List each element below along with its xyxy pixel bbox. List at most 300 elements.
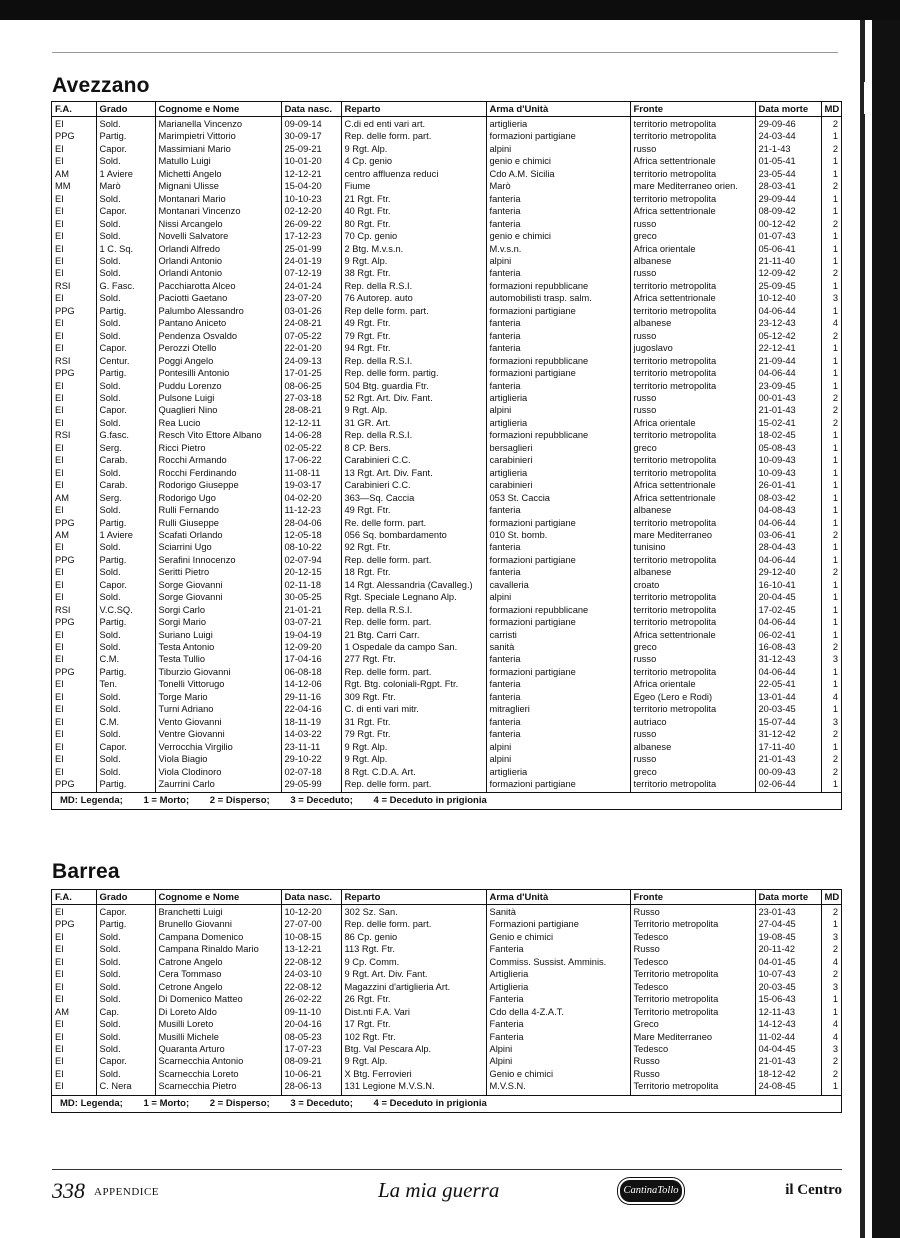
col-grado: Partig. — [96, 305, 155, 317]
table-row — [52, 591, 841, 603]
col-md: 3 — [832, 981, 838, 992]
col-fa: AM — [52, 1006, 96, 1018]
table-row — [52, 517, 841, 529]
col-md: 1 — [832, 368, 838, 379]
col-nascita: 08-09-21 — [281, 1055, 341, 1067]
col-fronte: tunisino — [630, 541, 755, 553]
col-morte: 21-01-43 — [755, 404, 821, 416]
col-nome: Pontesilli Antonio — [155, 367, 281, 379]
header-col-grado: Grado — [96, 102, 155, 117]
table-row — [52, 943, 841, 955]
col-nascita: 10-06-21 — [281, 1068, 341, 1080]
col-morte: 16-10-41 — [755, 579, 821, 591]
col-fa: EI — [52, 753, 96, 765]
col-nome: Marimpietri Vittorio — [155, 130, 281, 142]
col-md: 1 — [832, 554, 838, 565]
col-morte: 31-12-42 — [755, 728, 821, 740]
col-nascita: 28-04-06 — [281, 517, 341, 529]
table-row — [52, 454, 841, 466]
col-grado: Sold. — [96, 703, 155, 715]
col-fronte: territorio metropolita — [630, 380, 755, 392]
col-nascita: 15-04-20 — [281, 180, 341, 192]
col-grado: Sold. — [96, 1068, 155, 1080]
col-morte: 10-09-43 — [755, 454, 821, 466]
col-arma: formazioni partigiane — [486, 666, 630, 678]
col-fa: EI — [52, 117, 96, 131]
col-nome: Campana Domenico — [155, 931, 281, 943]
col-arma: Commiss. Sussist. Amminis. — [486, 956, 630, 968]
table-row — [52, 280, 841, 292]
col-nome: Scarnecchia Antonio — [155, 1055, 281, 1067]
top-black-bar — [0, 0, 900, 20]
col-arma: alpini — [486, 255, 630, 267]
table-row — [52, 554, 841, 566]
col-morte: 10-12-40 — [755, 292, 821, 304]
col-fronte: russo — [630, 753, 755, 765]
col-morte: 04-06-44 — [755, 305, 821, 317]
col-fa: EI — [52, 741, 96, 753]
col-md: 2 — [832, 119, 838, 129]
col-grado: Sold. — [96, 292, 155, 304]
col-morte: 15-07-44 — [755, 716, 821, 728]
table-row — [52, 417, 841, 429]
col-arma: mitraglieri — [486, 703, 630, 715]
col-morte: 17-11-40 — [755, 741, 821, 753]
col-grado: Capor. — [96, 143, 155, 155]
col-nascita: 10-12-20 — [281, 905, 341, 919]
col-md: 1 — [832, 779, 838, 790]
col-fronte: Russo — [630, 1068, 755, 1080]
legend — [52, 792, 841, 809]
header-col-morte: Data morte — [755, 890, 821, 905]
col-nome: Musilli Michele — [155, 1031, 281, 1043]
col-nome: Pacchiarotta Alceo — [155, 280, 281, 292]
col-fa: EI — [52, 454, 96, 466]
col-reparto: Rep delle form. part. — [341, 305, 486, 317]
col-md: 1 — [832, 343, 838, 354]
col-nome: Scafati Orlando — [155, 529, 281, 541]
col-arma: formazioni partigiane — [486, 778, 630, 792]
col-nome: Paciotti Gaetano — [155, 292, 281, 304]
table-row — [52, 1006, 841, 1018]
col-arma: formazioni repubblicane — [486, 280, 630, 292]
col-nome: Musilli Loreto — [155, 1018, 281, 1030]
col-morte: 21-09-44 — [755, 355, 821, 367]
col-nome: Matullo Luigi — [155, 155, 281, 167]
col-nascita: 22-08-12 — [281, 956, 341, 968]
header-col-morte: Data morte — [755, 102, 821, 117]
table-row — [52, 641, 841, 653]
col-morte: 29-09-44 — [755, 193, 821, 205]
col-reparto: 13 Rgt. Art. Div. Fant. — [341, 467, 486, 479]
col-grado: Partig. — [96, 918, 155, 930]
col-fa: RSI — [52, 429, 96, 441]
col-fa: EI — [52, 716, 96, 728]
col-reparto: 309 Rgt. Ftr. — [341, 691, 486, 703]
col-md: 2 — [832, 330, 838, 341]
col-reparto: 52 Rgt. Art. Div. Fant. — [341, 392, 486, 404]
col-nascita: 02-07-94 — [281, 554, 341, 566]
col-nascita: 08-06-25 — [281, 380, 341, 392]
col-nome: Orlandi Antonio — [155, 255, 281, 267]
col-morte: 29-09-46 — [755, 117, 821, 131]
col-nascita: 11-08-11 — [281, 467, 341, 479]
col-reparto: 9 Rgt. Alp. — [341, 753, 486, 765]
table-row — [52, 766, 841, 778]
col-arma: 053 St. Caccia — [486, 492, 630, 504]
col-reparto: Rep. delle form. part. — [341, 616, 486, 628]
col-nome: Scarnecchia Pietro — [155, 1080, 281, 1094]
col-fa: EI — [52, 380, 96, 392]
col-arma: Fanteria — [486, 943, 630, 955]
col-fronte: russo — [630, 143, 755, 155]
col-grado: Ten. — [96, 678, 155, 690]
col-md: 1 — [832, 442, 838, 453]
col-grado: Sold. — [96, 591, 155, 603]
col-fronte: Russo — [630, 905, 755, 919]
col-fronte: Territorio metropolita — [630, 968, 755, 980]
col-arma: Fanteria — [486, 1018, 630, 1030]
col-nome: Viola Clodinoro — [155, 766, 281, 778]
col-fa: EI — [52, 417, 96, 429]
col-md: 2 — [832, 907, 838, 917]
col-fronte: territorio metropolita — [630, 193, 755, 205]
col-morte: 29-12-40 — [755, 566, 821, 578]
col-nome: Zaurrini Carlo — [155, 778, 281, 792]
col-fa: EI — [52, 629, 96, 641]
col-fronte: Tedesco — [630, 981, 755, 993]
col-grado: Partig. — [96, 554, 155, 566]
col-arma: artiglieria — [486, 117, 630, 131]
col-md: 2 — [832, 181, 838, 192]
col-grado: Sold. — [96, 993, 155, 1005]
col-arma: Marò — [486, 180, 630, 192]
col-nascita: 02-07-18 — [281, 766, 341, 778]
col-arma: formazioni partigiane — [486, 305, 630, 317]
col-grado: Partig. — [96, 778, 155, 792]
table-row — [52, 703, 841, 715]
table-row — [52, 492, 841, 504]
col-nome: Testa Antonio — [155, 641, 281, 653]
col-arma: carabinieri — [486, 454, 630, 466]
col-nome: Campana Rinaldo Mario — [155, 943, 281, 955]
col-md: 2 — [832, 766, 838, 777]
col-fronte: mare Mediterraneo — [630, 529, 755, 541]
col-arma: Fanteria — [486, 993, 630, 1005]
col-fa: EI — [52, 218, 96, 230]
col-arma: artiglieria — [486, 467, 630, 479]
col-morte: 26-01-41 — [755, 479, 821, 491]
col-morte: 11-02-44 — [755, 1031, 821, 1043]
col-reparto: 80 Rgt. Ftr. — [341, 218, 486, 230]
table-row — [52, 918, 841, 930]
col-morte: 20-04-45 — [755, 591, 821, 603]
col-nome: Vento Giovanni — [155, 716, 281, 728]
col-grado: Sold. — [96, 330, 155, 342]
col-arma: Alpini — [486, 1043, 630, 1055]
col-fronte: Russo — [630, 943, 755, 955]
col-nome: Di Domenico Matteo — [155, 993, 281, 1005]
table-row — [52, 392, 841, 404]
col-morte: 20-11-42 — [755, 943, 821, 955]
col-reparto: 9 Rgt. Alp. — [341, 741, 486, 753]
col-nascita: 30-05-25 — [281, 591, 341, 603]
col-reparto: 79 Rgt. Ftr. — [341, 330, 486, 342]
col-nascita: 14-06-28 — [281, 429, 341, 441]
col-nascita: 24-01-24 — [281, 280, 341, 292]
col-grado: Sold. — [96, 1031, 155, 1043]
col-fa: EI — [52, 931, 96, 943]
col-nascita: 14-12-06 — [281, 678, 341, 690]
col-grado: Sold. — [96, 417, 155, 429]
col-fa: EI — [52, 1043, 96, 1055]
col-reparto: Magazzini d'artiglieria Art. — [341, 981, 486, 993]
col-reparto: 38 Rgt. Ftr. — [341, 267, 486, 279]
legend-item: 4 = Deceduto in prigionia — [373, 795, 487, 807]
col-arma: Formazioni partigiane — [486, 918, 630, 930]
col-nascita: 29-05-99 — [281, 778, 341, 792]
header-col-fa: F.A. — [52, 890, 96, 905]
col-fronte: Territorio metropolita — [630, 1080, 755, 1094]
col-reparto: 113 Rgt. Ftr. — [341, 943, 486, 955]
col-reparto: 26 Rgt. Ftr. — [341, 993, 486, 1005]
col-grado: Sold. — [96, 766, 155, 778]
col-grado: Partig. — [96, 130, 155, 142]
col-fronte: albanese — [630, 255, 755, 267]
col-fronte: Africa settentrionale — [630, 292, 755, 304]
col-fronte: territorio metropolita — [630, 467, 755, 479]
table-row — [52, 380, 841, 392]
col-arma: alpini — [486, 753, 630, 765]
col-nome: Rodorigo Ugo — [155, 492, 281, 504]
col-fa: PPG — [52, 305, 96, 317]
col-grado: Sold. — [96, 641, 155, 653]
col-reparto: C.di ed enti vari art. — [341, 117, 486, 131]
col-md: 1 — [832, 1081, 838, 1092]
col-arma: alpini — [486, 404, 630, 416]
col-grado: C. Nera — [96, 1080, 155, 1094]
col-nome: Ricci Pietro — [155, 442, 281, 454]
col-arma: fanteria — [486, 317, 630, 329]
col-fa: EI — [52, 703, 96, 715]
col-nome: Sorgi Mario — [155, 616, 281, 628]
col-fronte: albanese — [630, 741, 755, 753]
col-md: 2 — [832, 392, 838, 403]
table-row — [52, 467, 841, 479]
col-arma: formazioni repubblicane — [486, 429, 630, 441]
col-morte: 01-05-41 — [755, 155, 821, 167]
col-arma: alpini — [486, 741, 630, 753]
col-arma: carristi — [486, 629, 630, 641]
col-grado: Partig. — [96, 616, 155, 628]
col-arma: automobilisti trasp. salm. — [486, 292, 630, 304]
col-nome: Orlandi Antonio — [155, 267, 281, 279]
col-fronte: russo — [630, 728, 755, 740]
col-fa: AM — [52, 168, 96, 180]
col-morte: 20-03-45 — [755, 703, 821, 715]
col-fa: PPG — [52, 778, 96, 792]
col-fronte: territorio metropolita — [630, 355, 755, 367]
col-md: 1 — [832, 517, 838, 528]
col-nome: Pantano Aniceto — [155, 317, 281, 329]
col-morte: 14-12-43 — [755, 1018, 821, 1030]
col-arma: Cdo della 4-Z.A.T. — [486, 1006, 630, 1018]
col-nascita: 22-04-16 — [281, 703, 341, 715]
table-header-row — [52, 890, 841, 905]
col-arma: fanteria — [486, 193, 630, 205]
col-grado: Capor. — [96, 1055, 155, 1067]
legend-item: 2 = Disperso; — [209, 795, 270, 807]
col-fronte: Egeo (Lero e Rodi) — [630, 691, 755, 703]
col-grado: 1 Aviere — [96, 529, 155, 541]
col-fronte: mare Mediterraneo orien. — [630, 180, 755, 192]
col-reparto: Dist.nti F.A. Vari — [341, 1006, 486, 1018]
col-reparto: 49 Rgt. Ftr. — [341, 504, 486, 516]
col-arma: M.V.S.N. — [486, 1080, 630, 1094]
col-morte: 23-09-45 — [755, 380, 821, 392]
section-title-barrea: Barrea — [52, 860, 120, 883]
col-fa: EI — [52, 442, 96, 454]
table-row — [52, 117, 841, 131]
table-row — [52, 305, 841, 317]
col-grado: Partig. — [96, 517, 155, 529]
col-morte: 24-08-45 — [755, 1080, 821, 1094]
col-md: 2 — [832, 1056, 838, 1067]
col-nome: Rea Lucio — [155, 417, 281, 429]
col-nascita: 07-05-22 — [281, 330, 341, 342]
col-arma: Fanteria — [486, 1031, 630, 1043]
col-morte: 21-11-40 — [755, 255, 821, 267]
col-nome: Cera Tommaso — [155, 968, 281, 980]
col-fronte: Greco — [630, 1018, 755, 1030]
col-fronte: Africa settentrionale — [630, 479, 755, 491]
col-md: 2 — [832, 218, 838, 229]
col-nome: Montanari Mario — [155, 193, 281, 205]
col-arma: carabinieri — [486, 479, 630, 491]
col-morte: 20-03-45 — [755, 981, 821, 993]
col-morte: 22-05-41 — [755, 678, 821, 690]
col-nascita: 08-10-22 — [281, 541, 341, 553]
col-fronte: russo — [630, 218, 755, 230]
col-fronte: Territorio metropolita — [630, 1006, 755, 1018]
col-grado: Capor. — [96, 741, 155, 753]
col-fa: EI — [52, 330, 96, 342]
magazine-title: La mia guerra — [378, 1178, 500, 1202]
col-md: 1 — [832, 430, 838, 441]
col-fronte: Territorio metropolita — [630, 993, 755, 1005]
col-fa: EI — [52, 541, 96, 553]
col-nascita: 12-05-18 — [281, 529, 341, 541]
col-morte: 23-01-43 — [755, 905, 821, 919]
page-footer — [52, 1178, 842, 1202]
col-grado: Sold. — [96, 728, 155, 740]
col-reparto: 86 Cp. genio — [341, 931, 486, 943]
table-row — [52, 205, 841, 217]
col-arma: fanteria — [486, 566, 630, 578]
col-md: 1 — [832, 467, 838, 478]
col-arma: alpini — [486, 143, 630, 155]
col-grado: 1 C. Sq. — [96, 243, 155, 255]
col-md: 2 — [832, 1068, 838, 1079]
legend-item: 1 = Morto; — [143, 795, 190, 807]
col-nome: Palumbo Alessandro — [155, 305, 281, 317]
col-md: 2 — [832, 268, 838, 279]
top-rule — [52, 52, 838, 53]
col-reparto: C. di enti vari mitr. — [341, 703, 486, 715]
col-reparto: Rep. delle form. part. — [341, 666, 486, 678]
table-row — [52, 317, 841, 329]
section-label: APPENDICE — [94, 1186, 160, 1198]
col-md: 1 — [832, 592, 838, 603]
col-grado: Sold. — [96, 317, 155, 329]
table-row — [52, 1055, 841, 1067]
col-grado: Sold. — [96, 1043, 155, 1055]
header-col-md: MD — [821, 890, 841, 905]
page-number: 338 — [52, 1178, 85, 1203]
col-md: 1 — [832, 480, 838, 491]
col-fa: EI — [52, 255, 96, 267]
table-row — [52, 143, 841, 155]
col-nascita: 07-12-19 — [281, 267, 341, 279]
col-md: 3 — [832, 931, 838, 942]
col-nascita: 03-07-21 — [281, 616, 341, 628]
col-reparto: 102 Rgt. Ftr. — [341, 1031, 486, 1043]
col-grado: Sold. — [96, 753, 155, 765]
table-row — [52, 653, 841, 665]
col-nome: Sorge Giovanni — [155, 591, 281, 603]
col-fronte: Tedesco — [630, 1043, 755, 1055]
table-row — [52, 404, 841, 416]
table-row — [52, 566, 841, 578]
col-fronte: Africa settentrionale — [630, 155, 755, 167]
col-nome: Rulli Fernando — [155, 504, 281, 516]
col-arma: M.v.s.n. — [486, 243, 630, 255]
col-fronte: russo — [630, 404, 755, 416]
col-fronte: territorio metropolita — [630, 778, 755, 792]
col-nome: Tonelli Vittorugo — [155, 678, 281, 690]
col-grado: G. Fasc. — [96, 280, 155, 292]
col-morte: 17-02-45 — [755, 604, 821, 616]
table-row — [52, 442, 841, 454]
col-nome: Catrone Angelo — [155, 956, 281, 968]
col-nome: Seritti Pietro — [155, 566, 281, 578]
col-md: 1 — [832, 305, 838, 316]
col-nome: Marianella Vincenzo — [155, 117, 281, 131]
col-md: 1 — [832, 243, 838, 254]
col-fa: PPG — [52, 130, 96, 142]
col-fa: EI — [52, 653, 96, 665]
col-reparto: Rep. della R.S.I. — [341, 355, 486, 367]
table-header-row — [52, 102, 841, 117]
legend-label: MD: Legenda; — [60, 1097, 123, 1109]
table-row — [52, 541, 841, 553]
col-nascita: 22-08-12 — [281, 981, 341, 993]
col-grado: G.fasc. — [96, 429, 155, 441]
col-morte: 03-06-41 — [755, 529, 821, 541]
col-morte: 19-08-45 — [755, 931, 821, 943]
col-md: 3 — [832, 654, 838, 665]
col-md: 1 — [832, 579, 838, 590]
col-morte: 15-02-41 — [755, 417, 821, 429]
col-morte: 08-03-42 — [755, 492, 821, 504]
col-nascita: 10-01-20 — [281, 155, 341, 167]
col-arma: formazioni partigiane — [486, 367, 630, 379]
col-fa: EI — [52, 155, 96, 167]
table-row — [52, 1031, 841, 1043]
col-md: 1 — [832, 206, 838, 217]
col-fa: RSI — [52, 604, 96, 616]
col-morte: 04-04-45 — [755, 1043, 821, 1055]
